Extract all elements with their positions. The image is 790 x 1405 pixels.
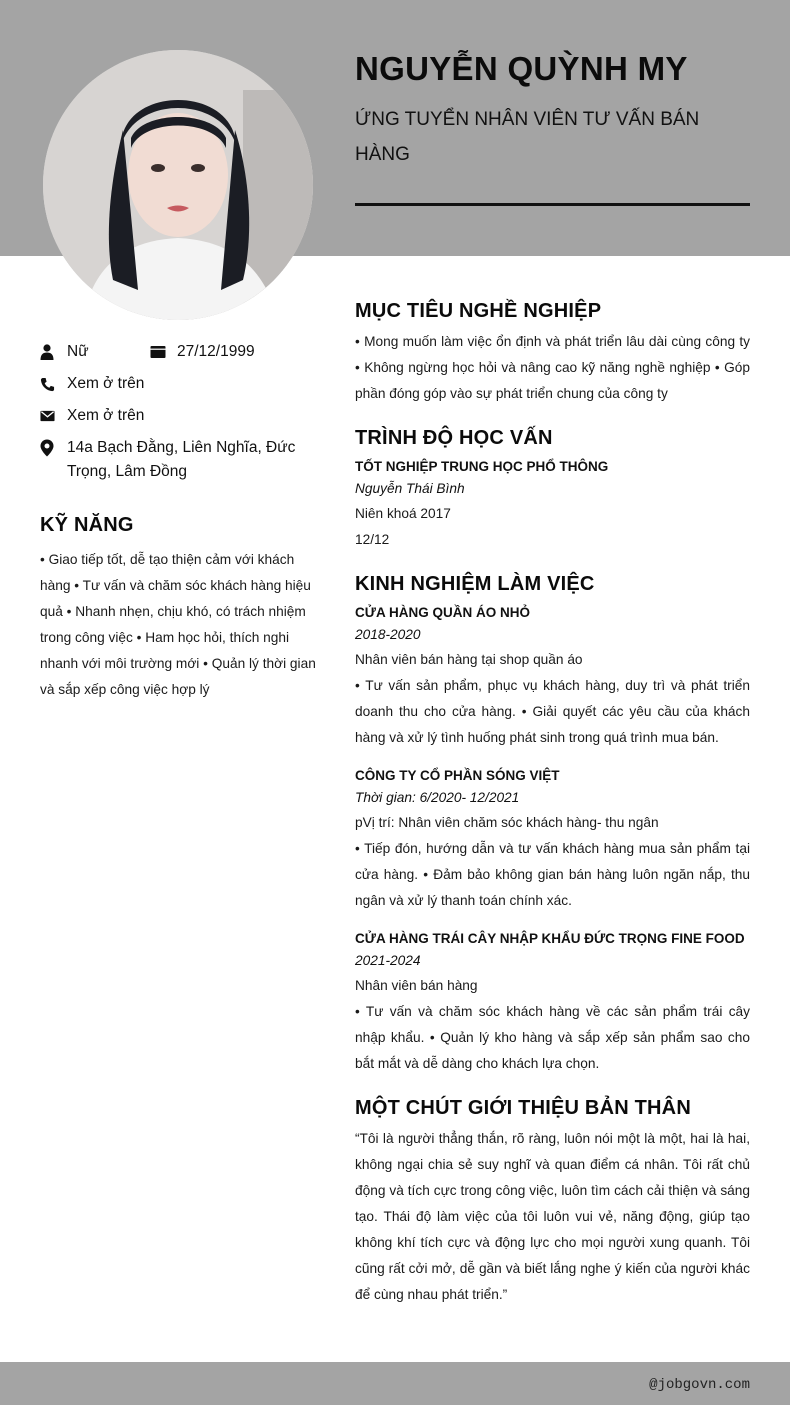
contact-email [40, 404, 316, 428]
job-period: 2018-2020 [355, 627, 421, 642]
education-year: Niên khoá 2017 [355, 506, 451, 521]
about-heading: MỘT CHÚT GIỚI THIỆU BẢN THÂN [355, 1097, 691, 1119]
job-company: CÔNG TY CỔ PHẦN SÓNG VIỆT [355, 768, 560, 783]
location-pin-icon [40, 436, 67, 460]
job-company: CỬA HÀNG TRÁI CÂY NHẬP KHẨU ĐỨC TRỌNG FINE FOOD [355, 931, 745, 946]
job-company: CỬA HÀNG QUẦN ÁO NHỎ [355, 605, 530, 620]
address-value: 14a Bạch Đằng, Liên Nghĩa, Đức Trọng, Lâm Đồng [67, 439, 296, 480]
mail-icon [40, 404, 67, 428]
header-divider [355, 203, 750, 206]
contact-phone [40, 372, 316, 396]
objective-heading: MỤC TIÊU NGHỀ NGHIỆP [355, 300, 602, 322]
education-school: Nguyễn Thái Bình [355, 481, 465, 496]
job-role: Nhân viên bán hàng [355, 978, 478, 993]
about-text: “Tôi là người thẳng thắn, rõ ràng, luôn nói một là một, hai là hai, không ngại chia sẻ suy nghĩ và quan điểm cá nhân. Tôi rất chủ động và tích cực trong công việc, luôn tìm cách cải thiện và sáng tạo. Thái độ làm việc của tôi luôn vui vẻ, năng động, giúp tạo không khí tích cực và động lực cho mọi người xung quanh. Tôi cũng rất cởi mở, dễ gần và biết lắng nghe ý kiến của người khác để cùng nhau phát triển.” [355, 1131, 750, 1302]
skills-heading: KỸ NĂNG [40, 514, 134, 536]
gender-value: Nữ [67, 343, 89, 360]
footer-watermark: @jobgovn.com [649, 1377, 750, 1393]
about-section [355, 1097, 750, 1308]
right-column [355, 300, 750, 1328]
education-degree: TỐT NGHIỆP TRUNG HỌC PHỔ THÔNG [355, 459, 609, 474]
profile-photo [43, 50, 313, 320]
job-period: 2021-2024 [355, 953, 421, 968]
job-description: • Tư vấn sản phẩm, phục vụ khách hàng, duy trì và phát triển doanh thu cho cửa hàng. • Giải quyết các yêu cầu của khách hàng và xử lý tình huống phát sinh trong quá trình mua bán. [355, 678, 750, 745]
contact-address [40, 436, 316, 484]
job-entry [355, 602, 750, 751]
job-entry [355, 928, 750, 1077]
phone-value: Xem ở trên [67, 375, 145, 392]
job-role: Nhân viên bán hàng tại shop quần áo [355, 652, 583, 667]
birthday-value: 27/12/1999 [177, 343, 255, 360]
objective-section [355, 300, 750, 407]
email-value: Xem ở trên [67, 407, 145, 424]
left-column [40, 340, 316, 703]
experience-section [355, 573, 750, 1077]
job-description: • Tư vấn và chăm sóc khách hàng về các sản phẩm trái cây nhập khẩu. • Quản lý kho hàng và sắp xếp sản phẩm sao cho bắt mắt và dễ dàng cho khách lựa chọn. [355, 1004, 750, 1071]
calendar-icon [150, 340, 177, 364]
education-heading: TRÌNH ĐỘ HỌC VẤN [355, 427, 553, 449]
job-role: pVị trí: Nhân viên chăm sóc khách hàng- thu ngân [355, 815, 659, 830]
job-description: • Tiếp đón, hướng dẫn và tư vấn khách hàng mua sản phẩm tại cửa hàng. • Đảm bảo không gian bán hàng luôn ngăn nắp, thu ngân và xử lý thanh toán chính xác. [355, 841, 750, 908]
applied-position: ỨNG TUYỂN NHÂN VIÊN TƯ VẤN BÁN HÀNG [355, 109, 700, 165]
education-grade: 12/12 [355, 532, 390, 547]
portrait-illustration [43, 50, 313, 320]
objective-text: • Mong muốn làm việc ổn định và phát triển lâu dài cùng công ty • Không ngừng học hỏi và nâng cao kỹ năng nghề nghiệp • Góp phần đóng góp vào sự phát triển chung của công ty [355, 334, 750, 401]
experience-heading: KINH NGHIỆM LÀM VIỆC [355, 573, 595, 595]
skills-text: • Giao tiếp tốt, dễ tạo thiện cảm với khách hàng • Tư vấn và chăm sóc khách hàng hiệu quả • Nhanh nhẹn, chịu khó, có trách nhiệm trong công việc • Ham học hỏi, thích nghi nhanh với môi trường mới • Quản lý thời gian và sắp xếp công việc hợp lý [40, 552, 316, 697]
person-icon [40, 340, 67, 364]
phone-icon [40, 372, 67, 396]
job-period: Thời gian: 6/2020- 12/2021 [355, 790, 520, 805]
education-section [355, 427, 750, 553]
contact-gender-birthday [40, 340, 316, 364]
candidate-name: NGUYỄN QUỲNH MY [355, 50, 688, 87]
job-entry [355, 765, 750, 914]
